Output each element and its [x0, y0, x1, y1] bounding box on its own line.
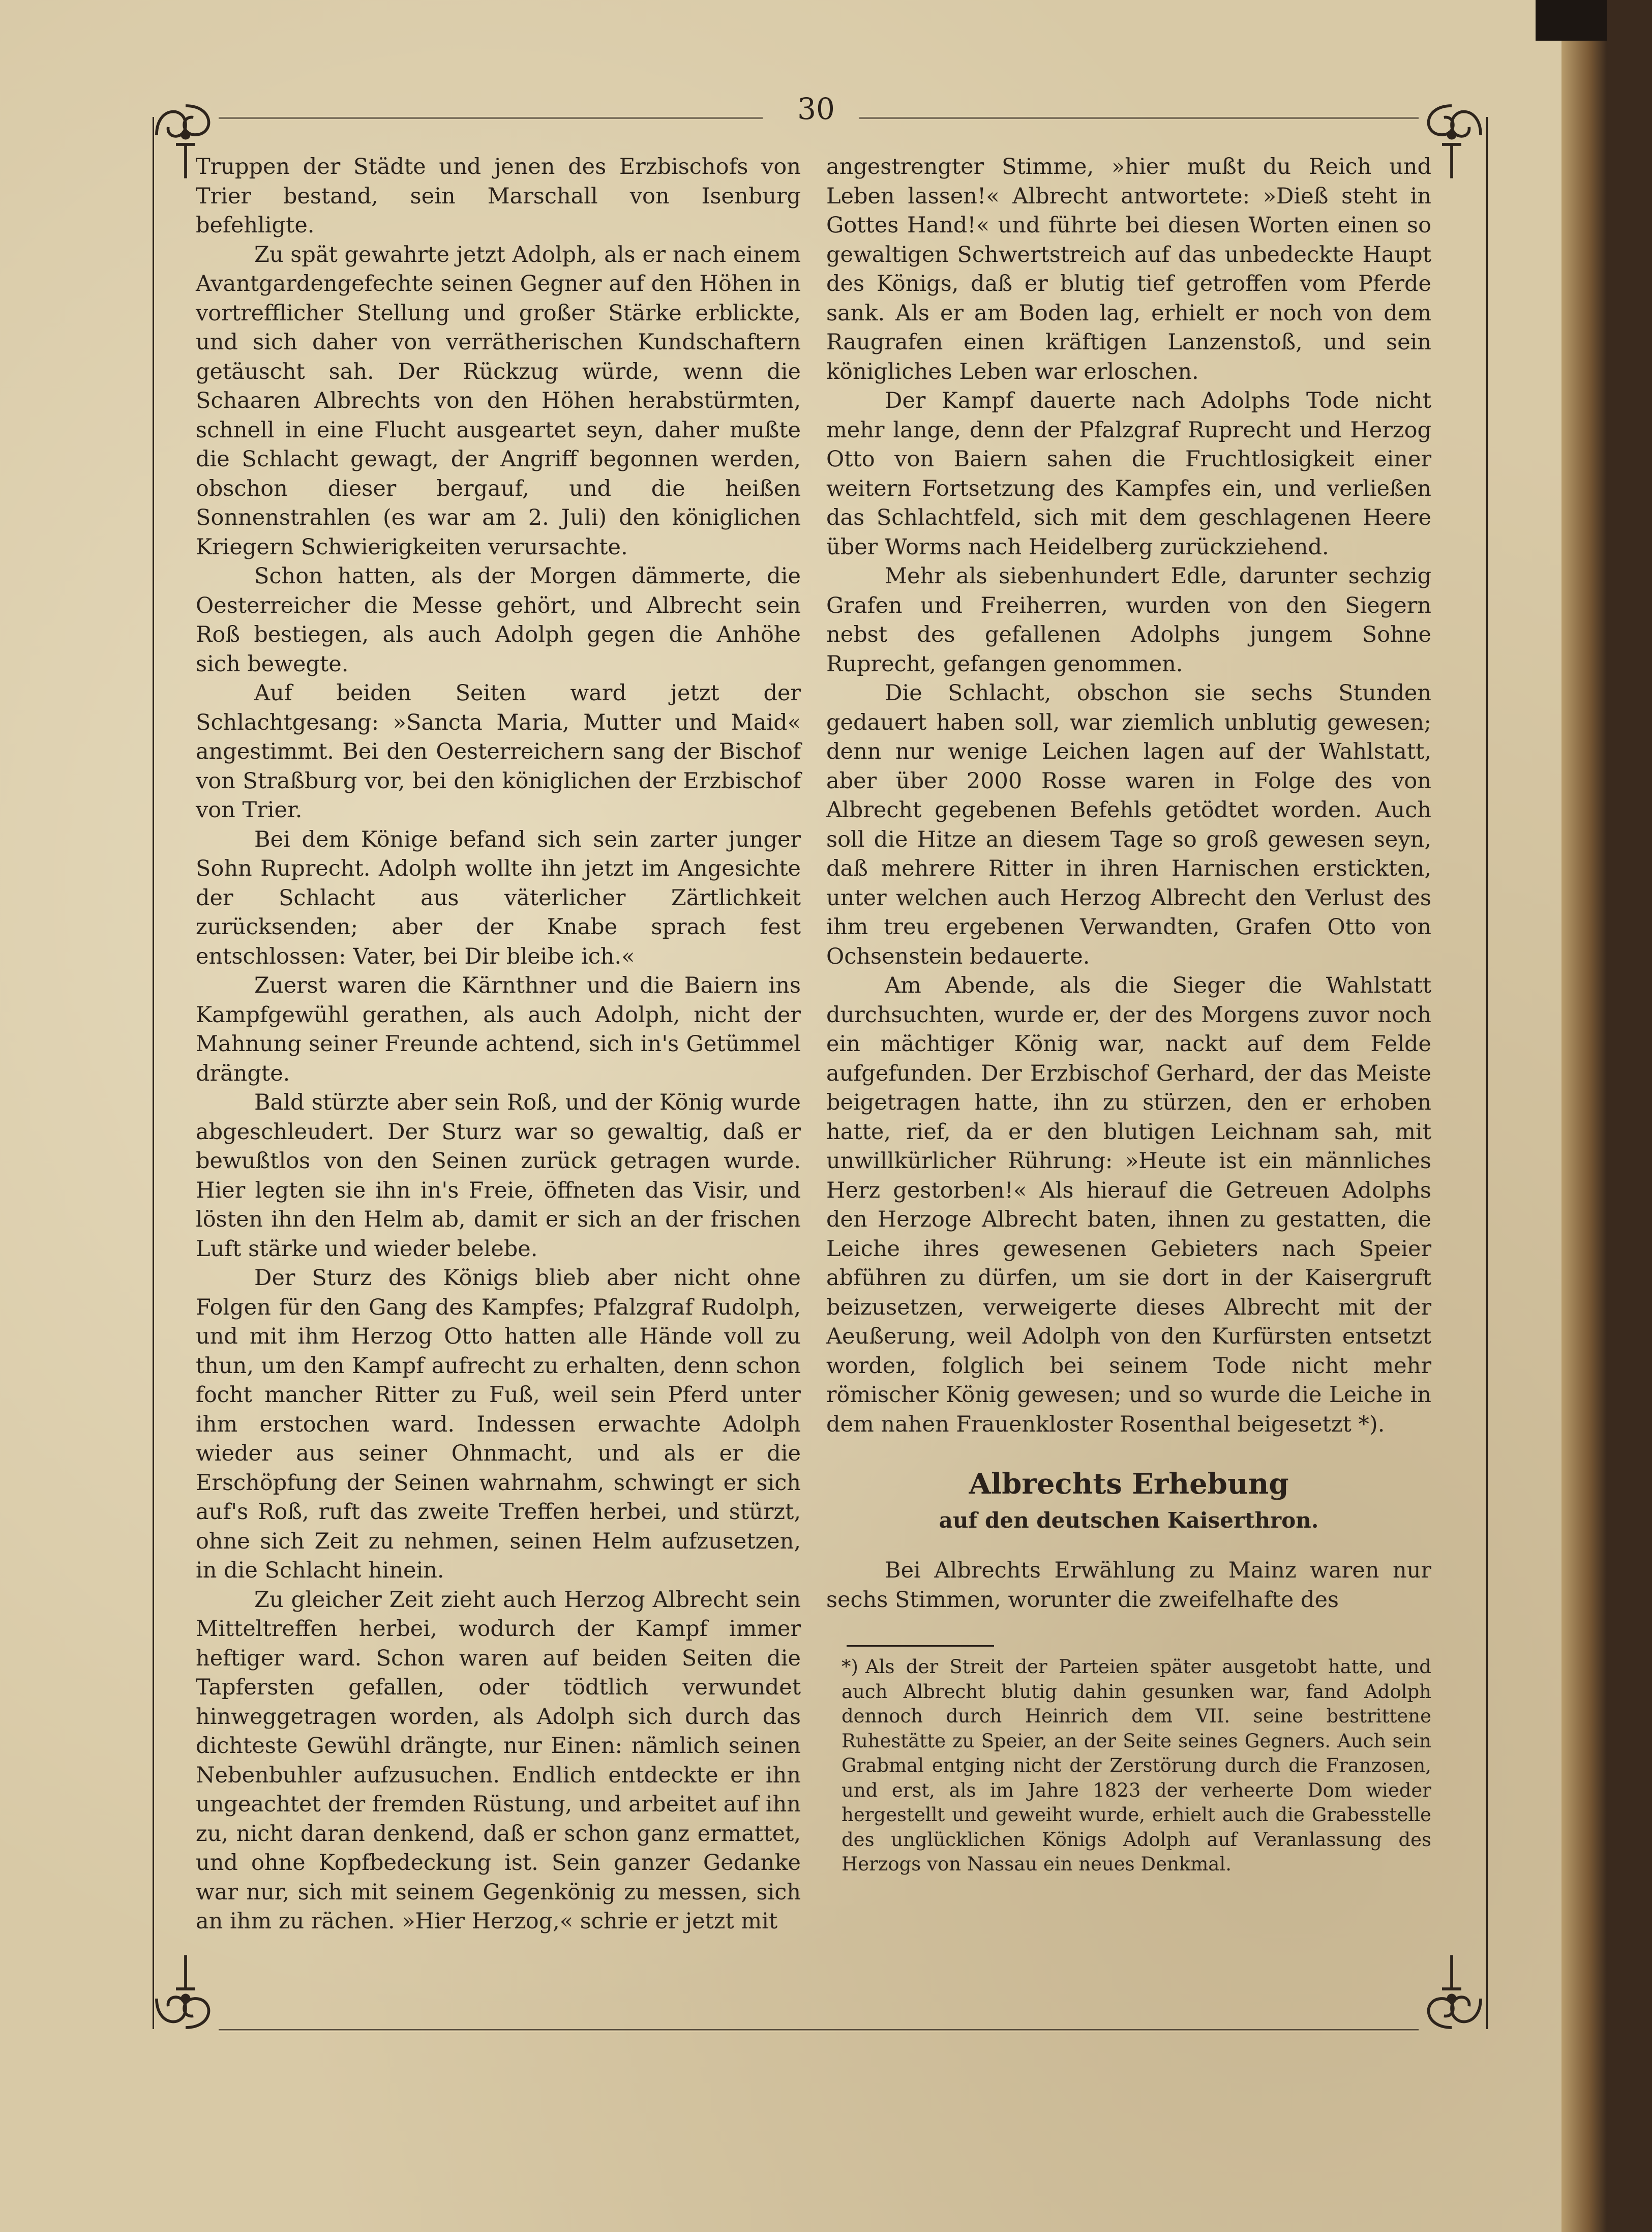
frame-rule-top-left [219, 117, 763, 119]
paragraph: Der Sturz des Königs blieb aber nicht ohne Folgen für den Gang des Kampfes; Pfalzgraf Rudolph, und mit ihm Herzog Otto hatten alle Hände voll zu thun, um den Kampf aufrecht zu erhalten, denn schon focht mancher Ritter zu Fuß, weil sein Pferd unter ihm erstochen ward. Indessen erwachte Adolph wieder aus seiner Ohnmacht, und als er die Erschöpfung der Seinen wahrnahm, schwingt er sich auf's Roß, ruft das zweite Treffen herbei, und stürzt, ohne sich Zeit zu nehmen, seinen Helm aufzusetzen, in die Schlacht hinein. [196, 1265, 801, 1583]
footnote [842, 1655, 1431, 1877]
paragraph: angestrengter Stimme, »hier mußt du Reich und Leben lassen!« Albrecht antwortete: »Dieß steht in Gottes Hand!« und führte bei diesen Worten einen so gewaltigen Schwertstreich auf das unbedeckte Haupt des Königs, daß er blutig tief getroffen vom Pferde sank. Als er am Boden lag, erhielt er noch von dem Raugrafen einen kräftigen Lanzenstoß, und sein königliches Leben war erloschen. [826, 154, 1431, 384]
paragraph: Auf beiden Seiten ward jetzt der Schlachtgesang: »Sancta Maria, Mutter und Maid« angestimmt. Bei den Oesterreichern sang der Bischof von Straßburg vor, bei den königlichen der Erzbischof von Trier. [196, 680, 801, 823]
left-column [196, 153, 801, 1937]
section-title: Albrechts Erhebung [969, 1467, 1289, 1501]
paragraph: Der Kampf dauerte nach Adolphs Tode nicht mehr lange, denn der Pfalzgraf Ruprecht und Herzog Otto von Baiern sahen die Fruchtlosigkeit einer weitern Fortsetzung des Kampfes ein, und verließen das Schlachtfeld, sich mit dem geschlagenen Heere über Worms nach Heidelberg zurückziehend. [826, 388, 1431, 560]
corner-ornament-icon [1403, 1950, 1500, 2047]
paragraph: Am Abende, als die Sieger die Wahlstatt durchsuchten, wurde er, der des Morgens zuvor noch ein mächtiger König war, nackt auf dem Felde aufgefunden. Der Erzbischof Gerhard, der das Meiste beigetragen hatte, ihn zu stürzen, den er erhoben hatte, rief, da er den blutigen Leichnam sah, mit unwillkürlicher Rührung: »Heute ist ein männliches Herz gestorben!« Als hierauf die Getreuen Adolphs den Herzoge Albrecht baten, ihnen zu gestatten, die Leiche ihres gewesenen Gebieters nach Speier abführen zu dürfen, um sie dort in der Kaisergruft beizusetzen, verweigerte dieses Albrecht mit der Aeußerung, weil Adolph von den Kurfürsten entsetzt worden, folglich bei seinem Tode nicht mehr römischer König gewesen; und so wurde die Leiche in dem nahen Frauenkloster Rosenthal beigesetzt *). [826, 973, 1431, 1437]
footnote-divider [847, 1645, 994, 1647]
book-binding [1536, 0, 1607, 41]
right-column [826, 153, 1431, 1877]
paragraph: Zu gleicher Zeit zieht auch Herzog Albrecht sein Mitteltreffen herbei, wodurch der Kampf immer heftiger ward. Schon waren auf beiden Seiten die Tapfersten gefallen, oder tödtlich verwundet hinweggetragen worden, als Adolph sich durch das dichteste Gewühl drängte, nur Einen: nämlich seinen Nebenbuhler aufzusuchen. Endlich entdeckte er ihn ungeachtet der fremden Rüstung, und arbeitet auf ihn zu, nicht daran denkend, daß er schon ganz ermattet, und ohne Kopfbedeckung ist. Sein ganzer Gedanke war nur, sich mit seinem Gegenkönig zu messen, sich an ihm zu rächen. »Hier Herzog,« schrie er jetzt mit [196, 1587, 801, 1934]
frame-rule-bottom [219, 2029, 1419, 2031]
page-number: 30 [797, 92, 835, 126]
page-edge [1561, 0, 1607, 2232]
frame-rule-top-right [859, 117, 1419, 119]
paragraph: Bald stürzte aber sein Roß, und der König wurde abgeschleudert. Der Sturz war so gewaltig, daß er bewußtlos von den Seinen zurück getragen wurde. Hier legten sie ihn in's Freie, öffneten das Visir, und lösten ihn den Helm ab, damit er sich an der frischen Luft stärke und wieder belebe. [196, 1090, 801, 1262]
paragraph: Zuerst waren die Kärnthner und die Baiern ins Kampfgewühl gerathen, als auch Adolph, nicht der Mahnung seiner Freunde achtend, sich in's Getümmel drängte. [196, 973, 801, 1086]
footnote-mark: *) [842, 1656, 858, 1678]
paragraph: Die Schlacht, obschon sie sechs Stunden gedauert haben soll, war ziemlich unblutig gewesen; denn nur wenige Leichen lagen auf der Wahlstatt, aber über 2000 Rosse waren in Folge des von Albrecht gegebenen Befehls getödtet worden. Auch soll die Hitze an diesem Tage so groß gewesen seyn, daß mehrere Ritter in ihren Harnischen erstickten, unter welchen auch Herzog Albrecht den Verlust des ihm treu ergebenen Verwandten, Grafen Otto von Ochsenstein bedauerte. [826, 680, 1431, 969]
paragraph: Zu spät gewahrte jetzt Adolph, als er nach einem Avantgardengefechte seinen Gegner auf den Höhen in vortrefflicher Stellung und großer Stärke erblickte, und sich daher von verrätherischen Kundschaftern getäuscht sah. Der Rückzug würde, wenn die Schaaren Albrechts von den Höhen herabstürmten, schnell in eine Flucht ausgeartet seyn, daher mußte die Schlacht gewagt, der Angriff begonnen werden, obschon dieser bergauf, und die heißen Sonnenstrahlen (es war am 2. Juli) den königlichen Kriegern Schwierigkeiten verursachte. [196, 242, 801, 560]
section-subtitle: auf den deutschen Kaiserthron. [939, 1508, 1319, 1533]
paragraph: Schon hatten, als der Morgen dämmerte, die Oesterreicher die Messe gehört, und Albrecht sein Roß bestiegen, als auch Adolph gegen die Anhöhe sich bewegte. [196, 563, 801, 677]
paragraph: Bei dem Könige befand sich sein zarter junger Sohn Ruprecht. Adolph wollte ihn jetzt im Angesichte der Schlacht aus väterlicher Zärtlichkeit zurücksenden; aber der Knabe sprach fest entschlossen: Vater, bei Dir bleibe ich.« [196, 826, 801, 969]
corner-ornament-icon [137, 1950, 234, 2047]
footnote-text: Als der Streit der Parteien später ausgetobt hatte, und auch Albrecht blutig dahin gesunken war, fand Adolph dennoch durch Heinrich dem VII. seine bestrittene Ruhestätte zu Speier, an der Seite seines Gegners. Auch sein Grabmal entging nicht der Zerstörung durch die Franzosen, und erst, als im Jahre 1823 der verheerte Dom wieder hergestellt und geweiht wurde, erhielt auch die Grabesstelle des unglücklichen Königs Adolph auf Veranlassung des Herzogs von Nassau ein neues Denkmal. [842, 1656, 1431, 1875]
paragraph: Truppen der Städte und jenen des Erzbischofs von Trier bestand, sein Marschall von Isenburg befehligte. [196, 154, 801, 238]
paragraph: Bei Albrechts Erwählung zu Mainz waren nur sechs Stimmen, worunter die zweifelhafte des [826, 1558, 1431, 1613]
paragraph: Mehr als siebenhundert Edle, darunter sechzig Grafen und Freiherren, wurden von den Siegern nebst des gefallenen Adolphs jungem Sohne Ruprecht, gefangen genommen. [826, 563, 1431, 677]
